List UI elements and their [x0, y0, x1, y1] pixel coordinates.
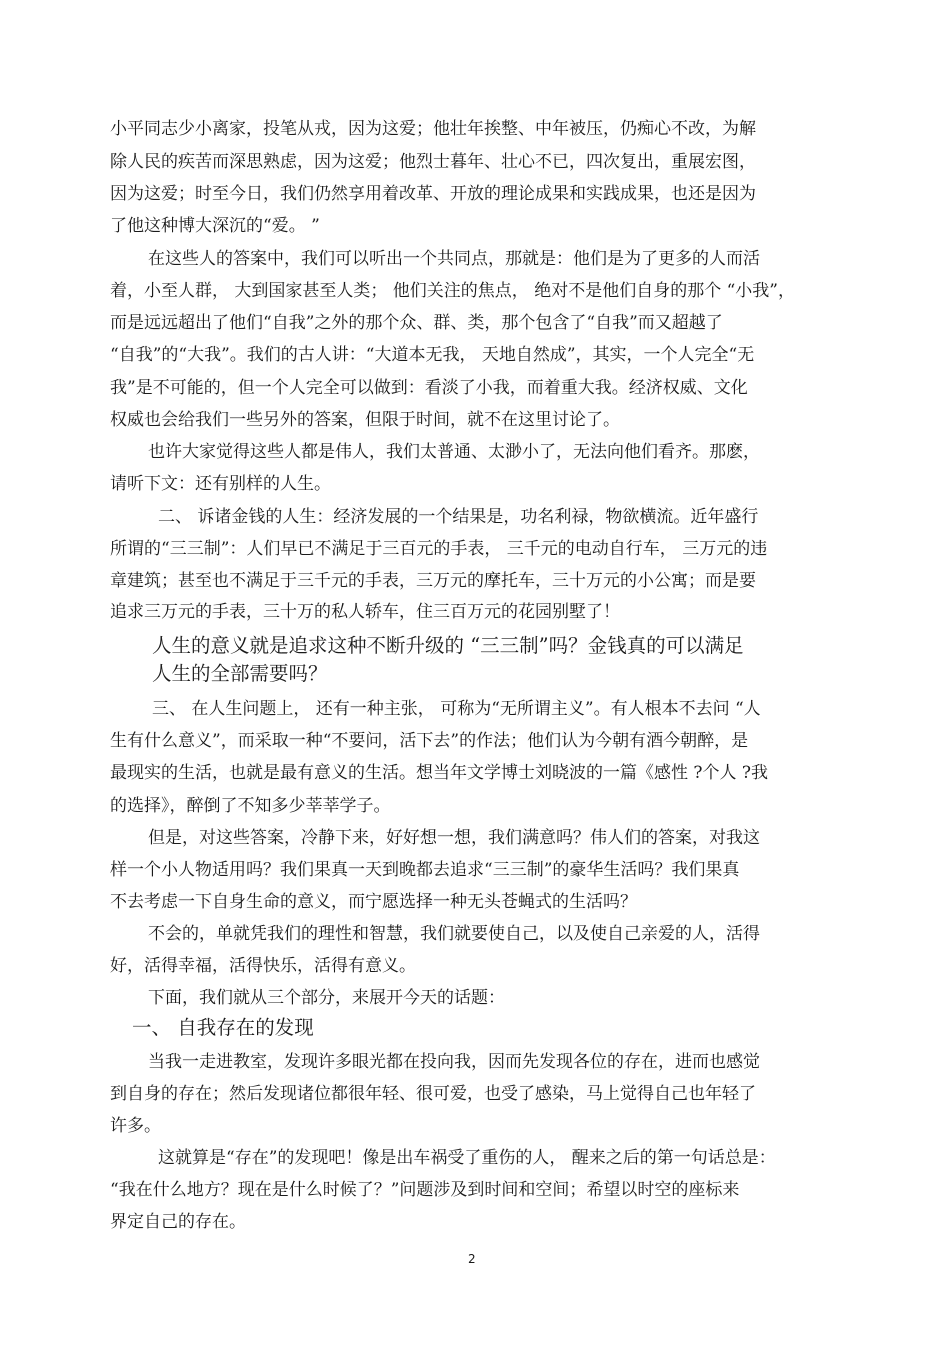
text-line: 章建筑；甚至也不满足于三千元的手表，三万元的摩托车，三十万元的小公寓；而是要 [110, 571, 756, 591]
text-line: “自我”的“大我”。我们的古人讲：“大道本无我， 天地自然成”，其实，一个人完全“无 [110, 345, 755, 365]
text-line: 的选择》，醉倒了不知多少莘莘学子。 [110, 796, 391, 816]
text-line: 当我一走进教室，发现许多眼光都在投向我，因而先发现各位的存在，进而也感觉 [148, 1052, 760, 1072]
text-line: 样一个小人物适用吗？我们果真一天到晚都去追求“三三制”的豪华生活吗？我们果真 [110, 860, 740, 880]
text-line: 除人民的疾苦而深思熟虑，因为这爱；他烈士暮年、壮心不已，四次复出，重展宏图， [110, 152, 756, 172]
text-line: “我在什么地方？现在是什么时候了？”问题涉及到时间和空间；希望以时空的座标来 [110, 1180, 740, 1200]
text-line: 人生的全部需要吗？ [152, 662, 328, 685]
text-line: 我”是不可能的，但一个人完全可以做到：看淡了小我，而着重大我。经济权威、文化 [110, 378, 748, 398]
text-line: 到自身的存在；然后发现诸位都很年轻、很可爱，也受了感染，马上觉得自己也年轻了 [110, 1084, 756, 1104]
text-line: 权威也会给我们一些另外的答案，但限于时间，就不在这里讨论了。 [110, 410, 620, 430]
text-line: 不去考虑一下自身生命的意义，而宁愿选择一种无头苍蝇式的生活吗？ [110, 892, 637, 912]
text-line: 人生的意义就是追求这种不断升级的 “三三制”吗？金钱真的可以满足 [152, 634, 744, 657]
text-line: 请听下文：还有别样的人生。 [110, 474, 331, 494]
text-line: 三、 在人生问题上， 还有一种主张， 可称为“无所谓主义”。有人根本不去问 “人 [152, 699, 761, 719]
text-line: 着，小至人群， 大到国家甚至人类； 他们关注的焦点， 绝对不是他们自身的那个 “小我”， [110, 281, 795, 301]
text-line: 但是，对这些答案，冷静下来，好好想一想，我们满意吗？伟人们的答案，对我这 [148, 828, 760, 848]
text-line: 小平同志少小离家，投笔从戎，因为这爱；他壮年挨整、中年被压，仍痴心不改，为解 [110, 119, 756, 139]
text-line: 这就算是“存在”的发现吧！像是出车祸受了重伤的人， 醒来之后的第一句话总是： [158, 1148, 776, 1168]
page-number: 2 [468, 1252, 476, 1266]
text-line: 下面，我们就从三个部分，来展开今天的话题： [148, 988, 505, 1008]
section-heading: 一、 自我存在的发现 [132, 1016, 314, 1039]
text-line: 不会的，单就凭我们的理性和智慧，我们就要使自己，以及使自己亲爱的人，活得 [148, 924, 760, 944]
text-line: 好，活得幸福，活得快乐，活得有意义。 [110, 956, 416, 976]
text-line: 了他这种博大深沉的“爱。 ” [110, 216, 320, 236]
text-line: 因为这爱；时至今日，我们仍然享用着改革、开放的理论成果和实践成果，也还是因为 [110, 184, 756, 204]
text-line: 所谓的“三三制”：人们早已不满足于三百元的手表， 三千元的电动自行车， 三万元的违 [110, 539, 768, 559]
text-line: 最现实的生活，也就是最有意义的生活。想当年文学博士刘晓波的一篇《感性 ?个人 ?我 [110, 763, 769, 783]
text-line: 也许大家觉得这些人都是伟人，我们太普通、太渺小了，无法向他们看齐。那麽， [148, 442, 760, 462]
text-line: 界定自己的存在。 [110, 1212, 246, 1232]
text-line: 在这些人的答案中，我们可以听出一个共同点，那就是：他们是为了更多的人而活 [148, 249, 760, 269]
text-line: 生有什么意义”，而采取一种“不要问，活下去”的作法；他们认为今朝有酒今朝醉，是 [110, 731, 749, 751]
text-line: 追求三万元的手表，三十万的私人轿车，住三百万元的花园别墅了！ [110, 602, 620, 622]
text-line: 而是远远超出了他们“自我”之外的那个众、群、类，那个包含了“自我”而又超越了 [110, 313, 723, 333]
text-line: 二、 诉诸金钱的人生：经济发展的一个结果是，功名利禄，物欲横流。近年盛行 [158, 507, 759, 527]
text-line: 许多。 [110, 1116, 161, 1136]
